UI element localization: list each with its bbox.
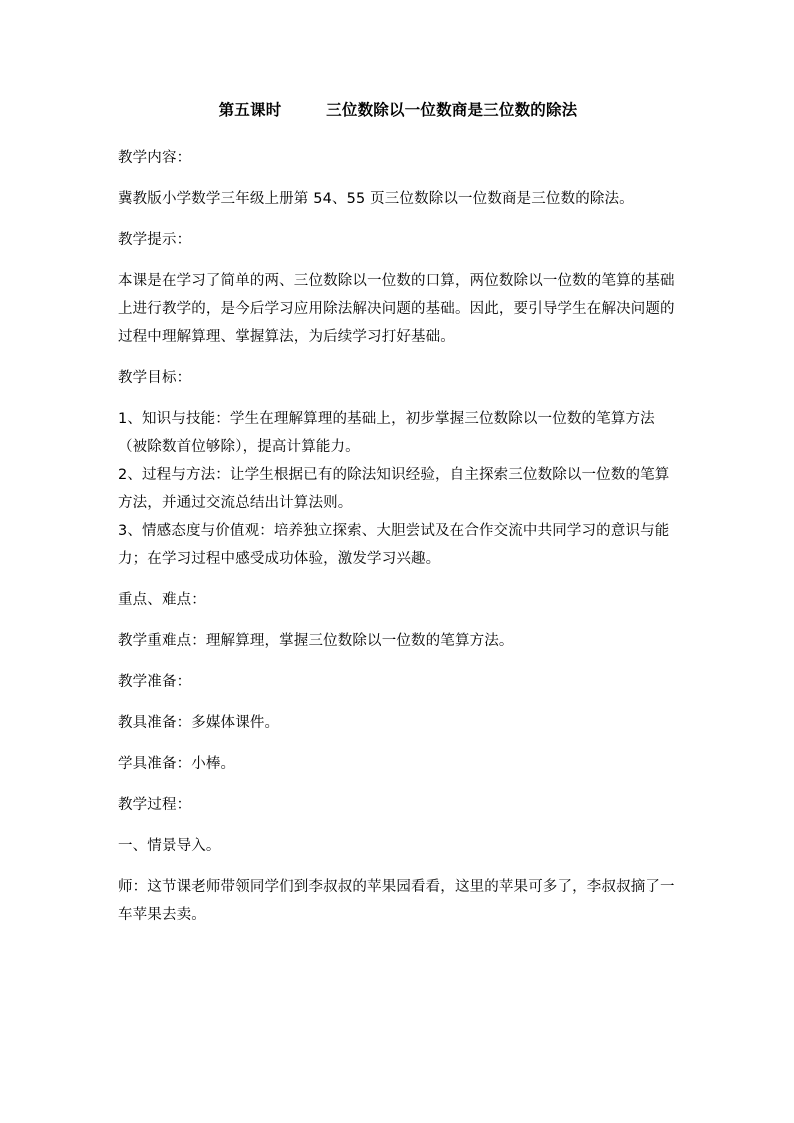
- goal-item-1: 1、知识与技能：学生在理解算理的基础上，初步掌握三位数除以一位数的笔算方法（被除数首位够除），提高计算能力。: [118, 411, 655, 455]
- page-title: 第五课时 三位数除以一位数商是三位数的除法: [218, 101, 578, 119]
- goals-heading: 教学目标：: [118, 370, 192, 386]
- prep-student: 学具准备：小棒。: [118, 756, 236, 772]
- document-page: [118, 98, 678, 942]
- hint-heading: 教学提示：: [118, 232, 192, 248]
- key-heading: 重点、难点：: [118, 592, 206, 608]
- goal-item-2: 2、过程与方法：让学生根据已有的除法知识经验，自主探索三位数除以一位数的笔算方法，并通过交流总结出计算法则。: [118, 467, 670, 511]
- hint-text: 本课是在学习了简单的两、三位数除以一位数的口算，两位数除以一位数的笔算的基础上进行教学的，是今后学习应用除法解决问题的基础。因此，要引导学生在解决问题的过程中理解算理、掌握算法，为后续学习打好基础。: [118, 273, 675, 345]
- prep-teacher: 教具准备：多媒体课件。: [118, 715, 280, 731]
- step1-heading: 一、情景导入。: [118, 838, 221, 854]
- process-heading: 教学过程：: [118, 797, 192, 813]
- content-text: 冀教版小学数学三年级上册第 54、55 页三位数除以一位数商是三位数的除法。: [118, 191, 634, 207]
- content-heading: 教学内容：: [118, 150, 192, 166]
- step1-text: 师：这节课老师带领同学们到李叔叔的苹果园看看，这里的苹果可多了，李叔叔摘了一车苹果去卖。: [118, 879, 675, 923]
- prep-heading: 教学准备：: [118, 674, 192, 690]
- goal-item-3: 3、情感态度与价值观：培养独立探索、大胆尝试及在合作交流中共同学习的意识与能力；在学习过程中感受成功体验，激发学习兴趣。: [118, 523, 670, 567]
- key-text: 教学重难点：理解算理，掌握三位数除以一位数的笔算方法。: [118, 633, 514, 649]
